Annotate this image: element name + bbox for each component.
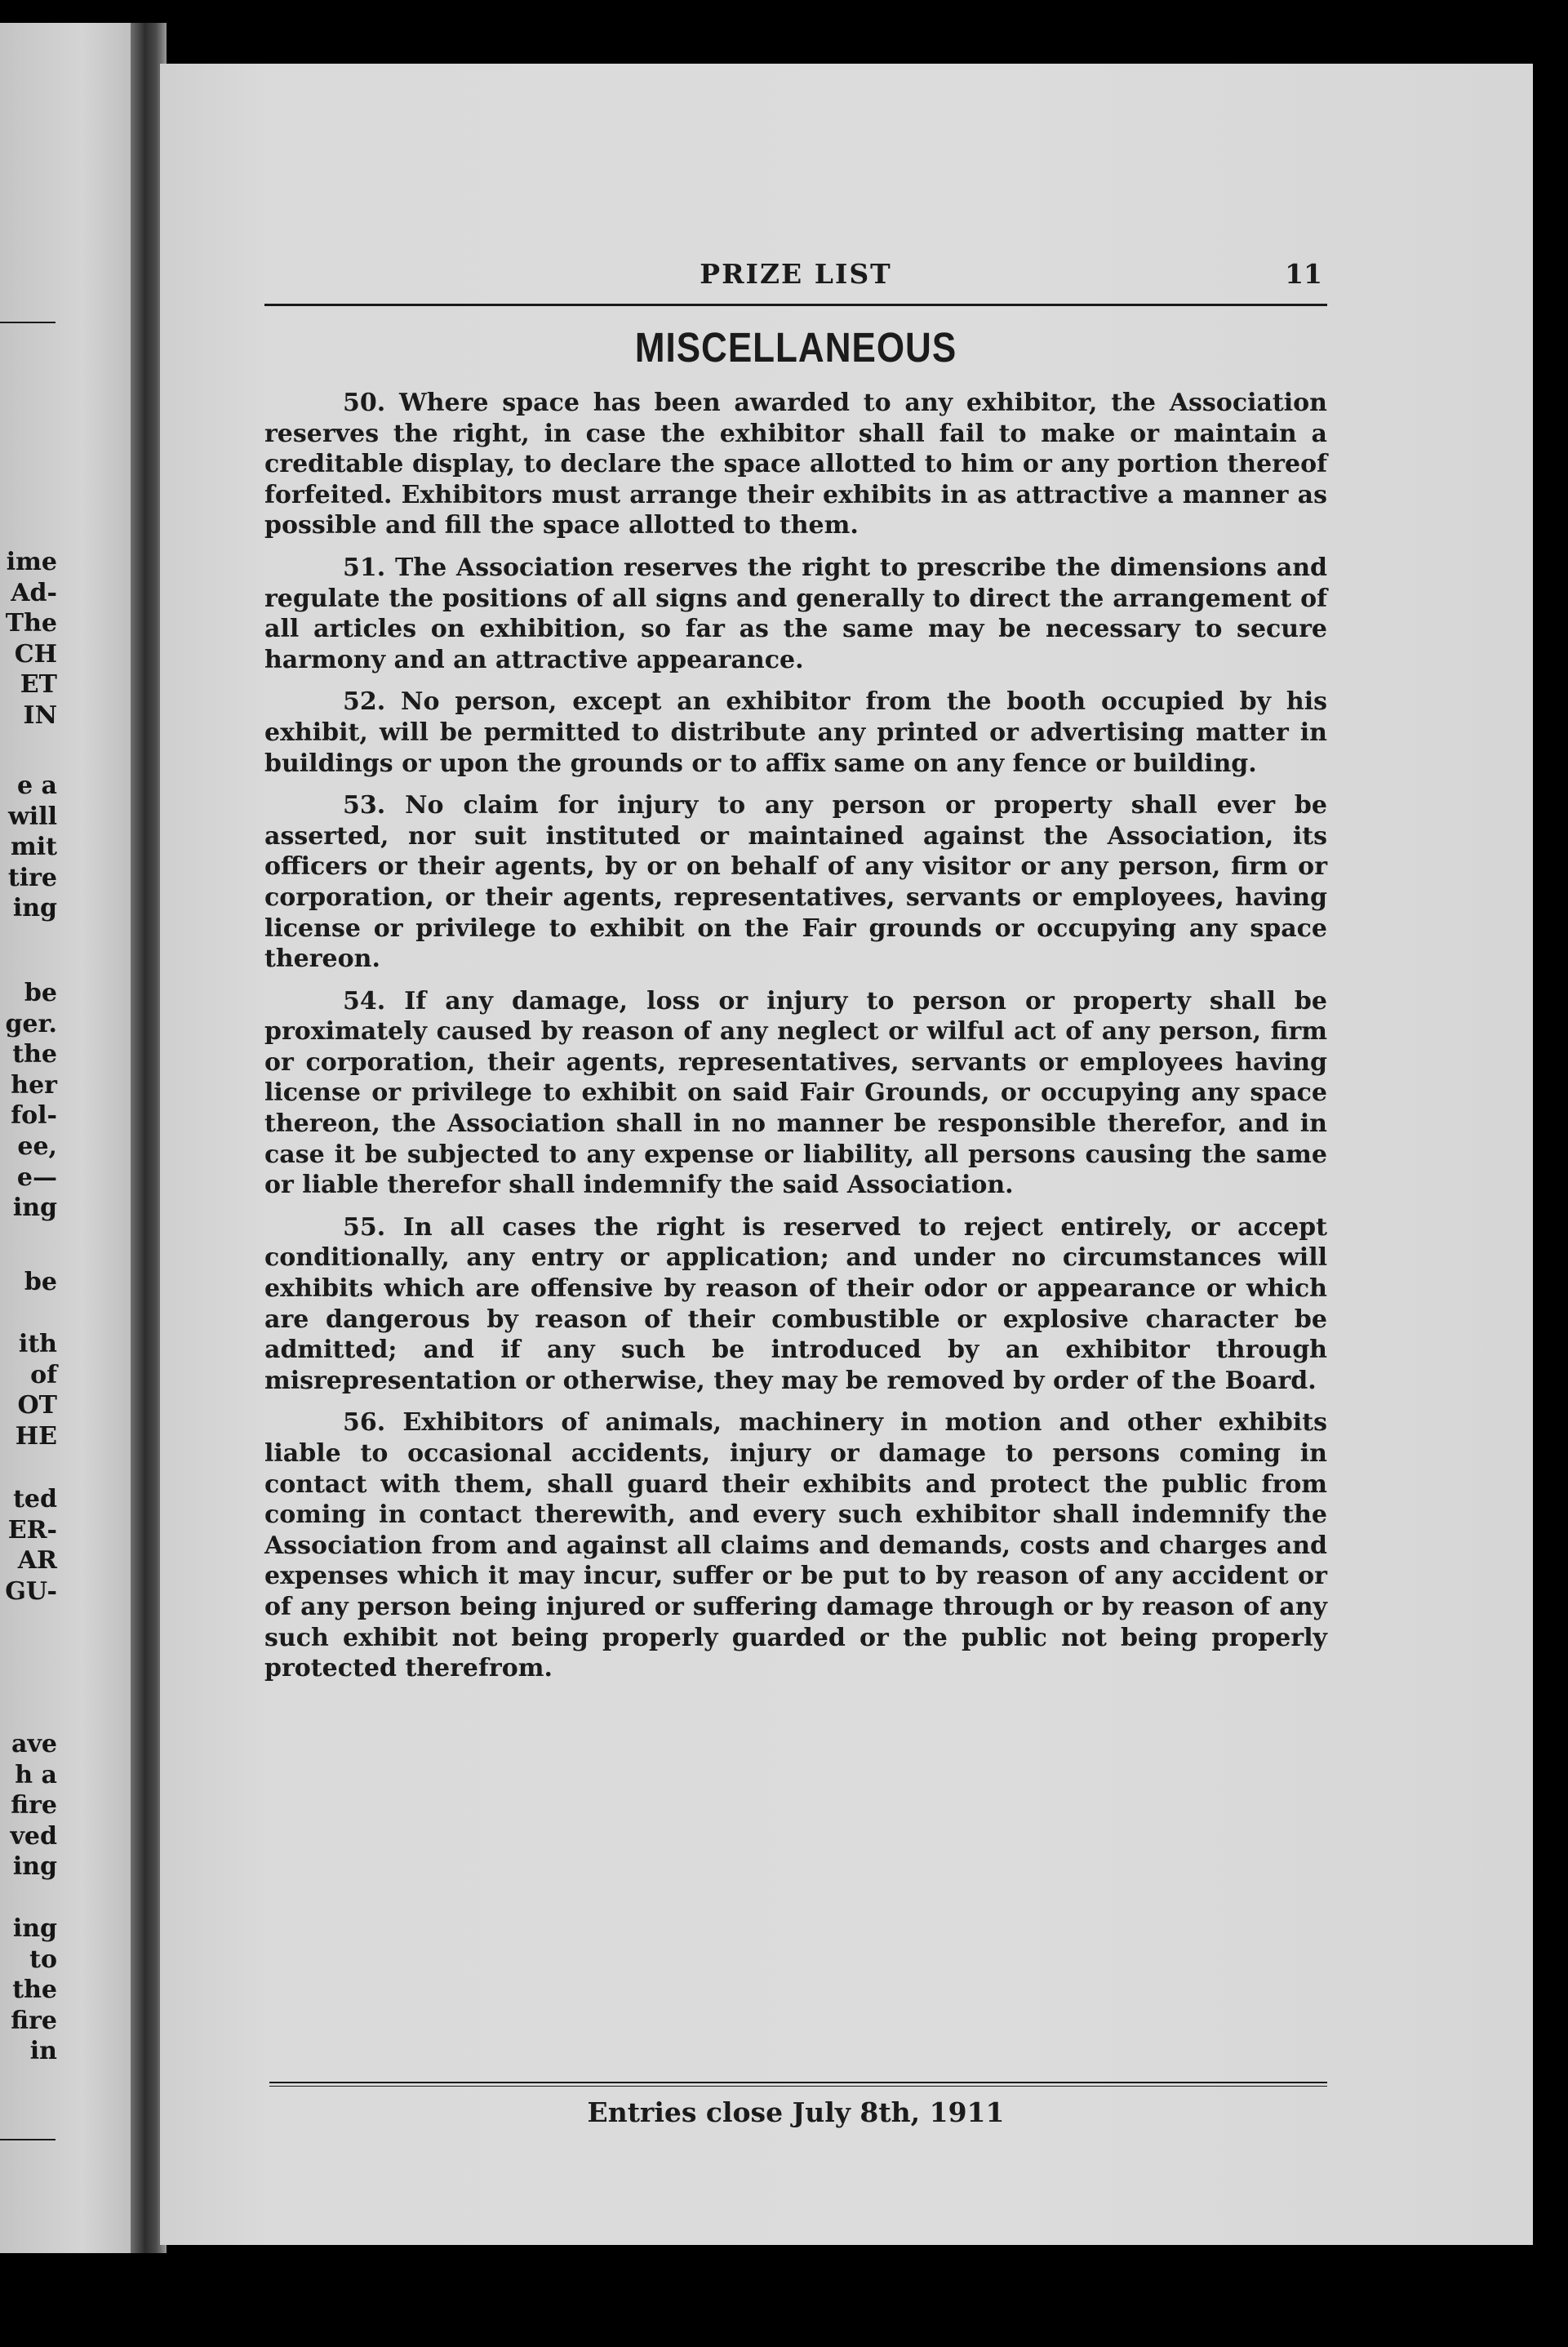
rule-paragraph-54: 54. If any damage, loss or injury to person or property shall be proximately caused by reason of any neglect or wilful act of any person, firm or corporation, their agents, representatives, servants or employees having license or privilege to exhibit on said Fair Grounds, or occupying any space thereon, the Association shall in no manner be responsible therefor, and in case it be subjected to any expense or liability, all persons causing the same or liable therefor shall indemnify the said Association. bbox=[264, 986, 1327, 1200]
facing-page-fragment: ith bbox=[18, 1330, 57, 1358]
facing-page-fragment: The bbox=[5, 609, 57, 638]
facing-page-fragment-block bbox=[0, 1484, 57, 1607]
facing-page-fragment: e a bbox=[17, 771, 57, 800]
facing-page-fragment: of bbox=[30, 1360, 57, 1389]
facing-page-fragment: her bbox=[11, 1070, 57, 1100]
facing-page-fragment: fire bbox=[11, 2006, 57, 2035]
footer-rule-top bbox=[269, 2082, 1327, 2083]
rule-paragraph-52: 52. No person, except an exhibitor from the booth occupied by his exhibit, will be permitted to distribute any printed or advertising matter in buildings or upon the grounds or to affix same on any fence or building. bbox=[264, 687, 1327, 778]
header-rule bbox=[264, 304, 1327, 306]
facing-page-fragment: CH bbox=[14, 639, 57, 669]
facing-page-fragment: ave bbox=[11, 1730, 57, 1758]
facing-page-fragment: ime bbox=[6, 548, 57, 576]
facing-page-fragment: ger. bbox=[5, 1009, 57, 1038]
facing-page-fragment: ET bbox=[20, 670, 57, 700]
facing-page-fragment: fol- bbox=[11, 1101, 57, 1131]
facing-page-fragment-block bbox=[0, 1329, 57, 1451]
facing-page-fragment: ing bbox=[12, 1194, 57, 1223]
facing-page-fragment-block bbox=[0, 1267, 57, 1298]
facing-page-fragment: e— bbox=[16, 1162, 57, 1192]
facing-page-fragment: HE bbox=[15, 1421, 57, 1451]
facing-page-fragment: ee, bbox=[17, 1131, 57, 1161]
footer-rule-bottom bbox=[269, 2086, 1327, 2087]
rule-paragraph-51: 51. The Association reserves the right to prescribe the dimensions and regulate the positions of all signs and generally to direct the arrangement of all articles on exhibition, so far as the same may be necessary to secure harmony and an attractive appearance. bbox=[264, 553, 1327, 674]
facing-page-fragment: tire bbox=[7, 863, 57, 892]
facing-page-fragment: ing bbox=[12, 1914, 57, 1943]
facing-page-fragment: the bbox=[12, 1040, 57, 1069]
facing-page-fragment: fire bbox=[11, 1791, 57, 1820]
facing-page-rule-top bbox=[0, 322, 56, 323]
facing-page-fragment: ted bbox=[13, 1485, 57, 1514]
facing-page-rule-bottom bbox=[0, 2139, 56, 2140]
rule-paragraph-53: 53. No claim for injury to any person or property shall ever be asserted, nor suit instituted or maintained against the Association, its officers or their agents, by or on behalf of any visitor or any person, firm or corporation, or their agents, representatives, servants or employees, having license or privilege to exhibit on the Fair grounds or occupying any space thereon. bbox=[264, 791, 1327, 974]
facing-page-fragment: IN bbox=[23, 700, 57, 730]
rule-paragraph-50: 50. Where space has been awarded to any exhibitor, the Association reserves the right, in case the exhibitor shall fail to make or maintain a creditable display, to declare the space allotted to him or any portion thereof forfeited. Exhibitors must arrange their exhibits in as attractive a manner as possible and fill the space allotted to them. bbox=[264, 389, 1327, 540]
facing-page-fragment-block bbox=[0, 978, 57, 1224]
facing-page-fragment: ved bbox=[10, 1821, 57, 1851]
facing-page-fragment: h a bbox=[15, 1760, 57, 1789]
facing-page-fragment: will bbox=[7, 802, 57, 831]
facing-page-fragment: in bbox=[29, 2037, 57, 2066]
facing-page-fragment-block bbox=[0, 1914, 57, 2067]
facing-page-fragment-block bbox=[0, 771, 57, 924]
facing-page-fragment: Ad- bbox=[11, 578, 57, 607]
running-head bbox=[264, 258, 1327, 294]
facing-page-fragment: ER- bbox=[7, 1515, 57, 1545]
facing-page-fragment-block bbox=[0, 547, 57, 731]
facing-page-fragment: ing bbox=[12, 1852, 57, 1882]
facing-page-fragment: the bbox=[12, 1976, 57, 2005]
facing-page-fragment-block bbox=[0, 1729, 57, 1882]
facing-page-fragment: mit bbox=[11, 833, 57, 862]
rules-text bbox=[264, 388, 1327, 1696]
facing-page-fragment: to bbox=[29, 1945, 57, 1974]
facing-page-fragment: be bbox=[24, 1268, 57, 1296]
rule-paragraph-55: 55. In all cases the right is reserved to reject entirely, or accept conditionally, any entry or application; and under no circumstances will exhibits which are offensive by reason of their odor or appearance or which are dangerous by reason of their combustible or explosive character be admitted; and if any such be introduced by an exhibitor through misrepresentation or otherwise, they may be removed by order of the Board. bbox=[264, 1212, 1327, 1395]
rule-paragraph-56: 56. Exhibitors of animals, machinery in motion and other exhibits liable to occasional accidents, injury or damage to persons coming in contact with them, shall guard their exhibits and protect the public from coming in contact therewith, and every such exhibitor shall indemnify the Association from and against all claims and demands, costs and charges and expenses which it may incur, suffer or be put to by reason of any accident or of any person being injured or suffering damage through or by reason of any such exhibit not being properly guarded or the public not being properly protected therefrom. bbox=[264, 1408, 1327, 1683]
facing-page-fragment: AR bbox=[17, 1546, 57, 1576]
section-heading: MISCELLANEOUS bbox=[634, 325, 957, 371]
facing-page-fragment: be bbox=[24, 979, 57, 1007]
facing-page-fragment: ing bbox=[12, 894, 57, 923]
footer-note: Entries close July 8th, 1911 bbox=[587, 2096, 1005, 2128]
facing-page-edge bbox=[0, 23, 137, 2253]
running-head-title: PRIZE LIST bbox=[700, 258, 892, 290]
facing-page-fragment: OT bbox=[17, 1391, 57, 1420]
facing-page-fragment: GU- bbox=[5, 1576, 57, 1606]
page-number: 11 bbox=[1285, 258, 1322, 290]
